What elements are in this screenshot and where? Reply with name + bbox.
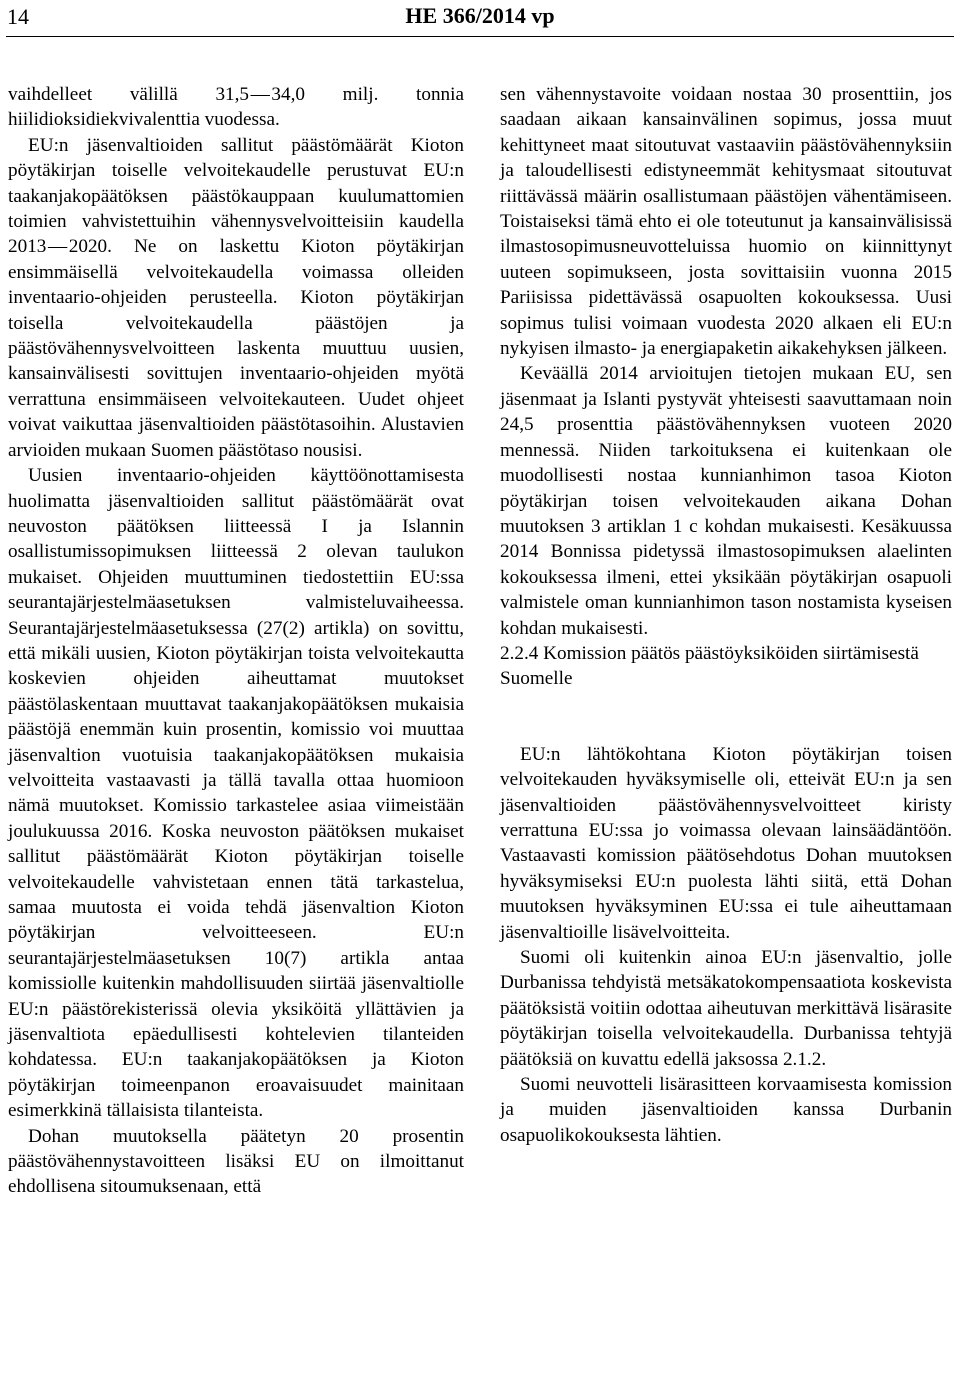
paragraph: Dohan muutoksella päätetyn 20 prosentin päästövähennystavoitteen lisäksi EU on ilmoittanut ehdollisena sitoumuksenaan, että [8, 1125, 464, 1198]
paragraph: vaihdelleet välillä 31,5 — 34,0 milj. tonnia hiilidioksidiekvivalenttia vuodessa. [8, 84, 464, 131]
document-id: HE 366/2014 vp [405, 3, 555, 28]
paragraph: Uusien inventaario-ohjeiden käyttöönottamisesta huolimatta jäsenvaltioiden sallitut päästömäärät ovat neuvoston päätöksen liitteessä I ja Islannin osallistumissopimuksen liitteessä 2 olevan taulukon mukaiset. Ohjeiden muuttuminen tiedostettiin EU:ssa seurantajärjestelmäasetuksen valmisteluvaiheessa. Seurantajärjestelmäasetuksessa (27(2) artikla) on sovittu, että mikäli uusien, Kioton pöytäkirjan toista velvoitekautta koskevien ohjeiden aiheuttamat muutokset päästölaskentaan muuttavat taakanjakopäätöksen mukaisia päästöjä enemmän kuin prosentin, komissio voi muuttaa jäsenvaltion vuotuisia taakanjakopäätöksen mukaisia velvoitteita vastaavasti ja tällä tavalla ottaa huomioon nämä muutokset. Komissio tarkastelee asiaa viimeistään joulukuussa 2016. Koska neuvoston päätöksen mukaiset sallitut päästömäärät Kioton pöytäkirjan toiselle velvoitekaudelle vahvistetaan ennen tätä tarkastelua, samaa muutosta ei voida tehdä jäsenvaltion Kioton pöytäkirjan velvoitteeseen. EU:n seurantajärjestelmäasetuksen 10(7) artikla antaa komissiolle kuitenkin mahdollisuuden siirtää jäsenvaltiolle EU:n päästörekisterissä olevia yksiköitä yllättävien ja jäsenvaltiota epäedullisesti kohtelevien tilanteiden kohdatessa. EU:n taakanjakopäätöksen ja Kioton pöytäkirjan toimeenpanon eroavaisuudet mainitaan esimerkkinä tällaisista tilanteista. [8, 465, 464, 1122]
section-heading: 2.2.4 Komission päätös päästöyksiköiden siirtämisestä Suomelle [500, 642, 919, 690]
paragraph: Suomi neuvotteli lisärasitteen korvaamisesta komission ja muiden jäsenvaltioiden kanssa Durbanin osapuolikokouksesta lähtien. [500, 1074, 952, 1146]
left-column [8, 82, 464, 1200]
paragraph: sen vähennystavoite voidaan nostaa 30 prosenttiin, jos saadaan aikaan kansainvälinen sopimus, jossa muut kehittyneet maat sitoutuvat vastaaviin päästövähennyksiin ja taloudellisesti edistyneemmät kehitysmaat sitoutuvat riittävässä määrin osallistumaan päästöjen vähentämiseen. Toistaiseksi tämä ehto ei ole toteutunut ja kansainvälisissä ilmastosopimusneuvotteluissa huomio on kiinnittynyt uuteen sopimukseen, josta sovittaisiin vuonna 2015 Pariisissa pidettävässä osapuolten kokouksessa. Uusi sopimus tulisi voimaan vuodesta 2020 alkaen eli EU:n nykyisen ilmasto- ja energiapaketin aikakehyksen jälkeen. [500, 84, 952, 360]
paragraph: EU:n lähtökohtana Kioton pöytäkirjan toisen velvoitekauden hyväksymiselle oli, etteivät EU:n ja sen jäsenvaltioiden päästövähennysvelvoitteet kiristy verrattuna EU:ssa jo voimassa olevaan lainsäädäntöön. Vastaavasti komission päätösehdotus Dohan muutoksen hyväksymiseksi EU:n puolesta lähti siitä, että Dohan muutoksen hyväksyminen EU:ssa ei tule aiheuttamaan jäsenvaltioille lisävelvoitteita. [500, 743, 952, 943]
paragraph: Suomi oli kuitenkin ainoa EU:n jäsenvaltio, jolle Durbanissa tehdyistä metsäkatokompensaatiota koskevista päätöksistä voitiin odottaa aiheutuvan merkittävä lisärasite pöytäkirjan toisella velvoitekaudella. Durbanissa tehtyjä päätöksiä on kuvattu edellä jaksossa 2.1.2. [500, 947, 952, 1070]
right-column [500, 82, 952, 1148]
page-header [0, 0, 960, 34]
page-number: 14 [7, 4, 29, 29]
paragraph: EU:n jäsenvaltioiden sallitut päästömäärät Kioton pöytäkirjan toiselle velvoitekaudelle perustuvat EU:n taakanjakopäätöksen päästökauppaan kuulumattomien toimien vahvistettuihin vähennysvelvoitteisiin kaudella 2013 — 2020. Ne on laskettu Kioton pöytäkirjan ensimmäisellä velvoitekaudella voimassa olleiden inventaario-ohjeiden perusteella. Kioton pöytäkirjan toisella velvoitekaudella päästöjen ja päästövähennysvelvoitteen laskenta muuttuu uusien, kansainvälisesti sovittujen inventaario-ohjeiden myötä verrattuna ensimmäiseen velvoitekauteen. Uudet ohjeet voivat vaikuttaa jäsenvaltioiden päästötasoihin. Alustavien arvioiden mukaan Suomen päästötaso nousisi. [8, 134, 464, 461]
header-rule [6, 36, 954, 37]
paragraph: Keväällä 2014 arvioitujen tietojen mukaan EU, sen jäsenmaat ja Islanti pystyvät yhteisesti saavuttamaan noin 24,5 prosenttia päästövähennyksen vuoteen 2020 mennessä. Niiden tarkoituksena ei kuitenkaan ole muodollisesti nostaa kunnianhimon tasoa Kioton pöytäkirjan toisen velvoitekauden aikana Dohan muutoksen 3 artiklan 1 c kohdan mukaisesti. Kesäkuussa 2014 Bonnissa pidetyssä ilmastosopimuksen alaelinten kokouksessa ilmeni, ettei yksikään pöytäkirjan osapuoli valmistele oman kunnianhimon tason nostamista kyseisen kohdan mukaisesti. [500, 363, 952, 639]
